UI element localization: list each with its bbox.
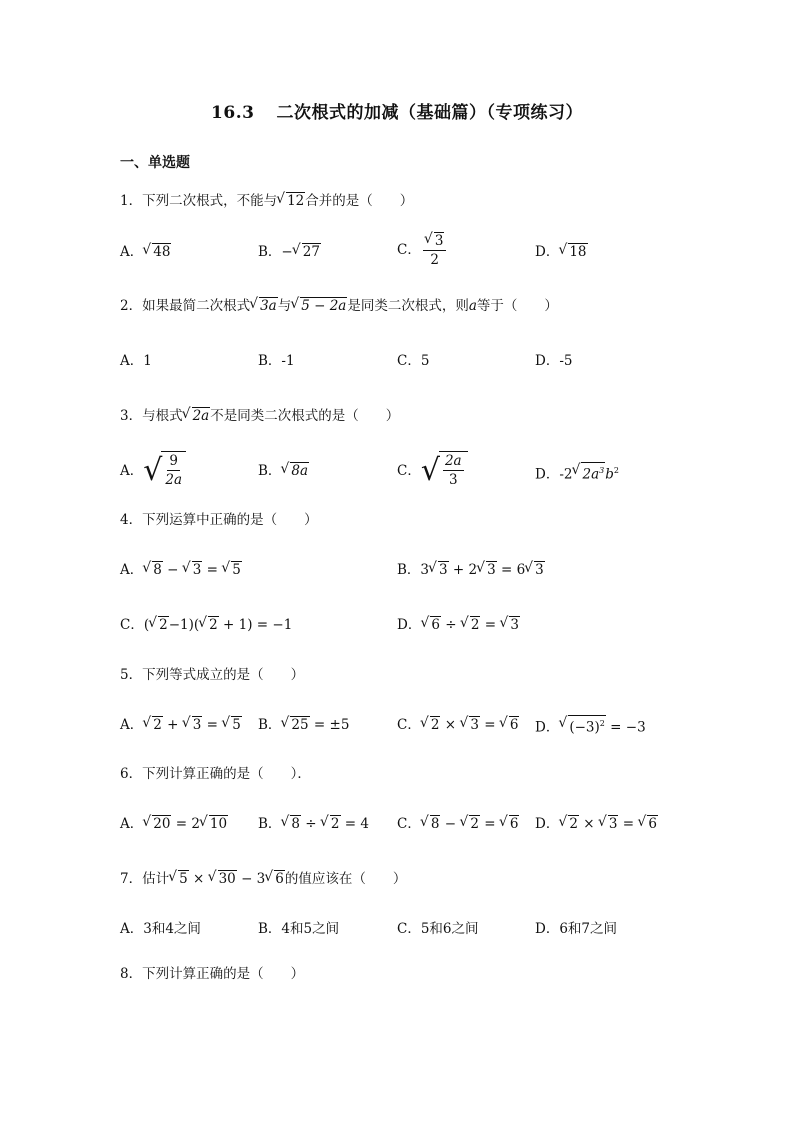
q1-option-a (120, 242, 171, 262)
q7-option-c (397, 919, 479, 939)
option-value: 5和6之间 (420, 921, 479, 937)
q6-option-d: D．√ 2 × √ 3 = √ 6 (535, 814, 658, 834)
option-label: B． (397, 562, 421, 578)
radicand: 3 (434, 233, 444, 249)
option-label: A． (120, 717, 144, 733)
numerator: 9 (169, 453, 178, 469)
radicand: 3a (260, 298, 277, 314)
radicand: 5 − 2a (301, 298, 347, 314)
radical (144, 242, 171, 262)
denominator: 3 (448, 472, 458, 488)
q7-suffix: 的值应该在（ ） (284, 871, 407, 887)
q6-option-c: C．√ 8 − √ 2 = √ 6 (397, 814, 519, 834)
q2-suffix2: 等于（ ） (476, 298, 558, 314)
q3-suffix: 不是同类二次根式的是（ ） (210, 408, 400, 424)
option-value: -5 (559, 353, 573, 369)
q3-prefix: 3．与根式 (120, 408, 183, 424)
q1-suffix: 合并的是（ ） (305, 193, 414, 209)
radicand: 18 (569, 244, 587, 260)
q3-option-a (120, 451, 186, 491)
option-label: B． (258, 244, 282, 260)
q4-option-a: A．√ 8 − √ 3 = √ 5 (120, 560, 242, 580)
option-value: 5 (420, 353, 430, 369)
option-value: 4和5之间 (281, 921, 340, 937)
radicand: 48 (153, 244, 171, 260)
option-label: D． (535, 466, 560, 483)
question-2 (120, 296, 558, 316)
radical: √ $2a^3$ (573, 462, 605, 485)
q3-option-d: D．-2√ $2a^3b^2$ (535, 461, 619, 485)
radical: √ $\frac{9}{2a}$ (143, 451, 186, 491)
radicand: 2a (192, 408, 210, 424)
denominator: 2a (165, 472, 183, 488)
q2-option-b (258, 351, 295, 371)
option-label: D． (535, 816, 560, 832)
option-value: -1 (281, 353, 295, 369)
option-label: C． (397, 717, 421, 733)
option-label: B． (258, 463, 282, 479)
denominator: 2 (430, 252, 439, 268)
q7-prefix: 7．估计 (120, 871, 170, 887)
radical (292, 296, 347, 316)
q5-option-d: D．√ $(-3)^2 = -3$ (535, 715, 646, 738)
option-label: C． (397, 921, 421, 937)
option-label: D． (535, 921, 560, 937)
radical (294, 242, 321, 262)
q3-option-c (397, 451, 468, 491)
q3-option-b (258, 461, 309, 481)
q2-mid: 与 (277, 298, 292, 314)
option-value: 3和4之间 (143, 921, 201, 937)
q2-suffix: 是同类二次根式，则 (347, 298, 469, 314)
question-3 (120, 406, 399, 426)
radical (282, 461, 309, 481)
option-label: A． (120, 463, 144, 479)
option-value: 6和7之间 (559, 921, 618, 937)
question-5: 5．下列等式成立的是（ ） (120, 667, 305, 683)
option-label: C． (397, 242, 421, 258)
q1-option-b: B．−√ 27 (258, 242, 321, 262)
section-number: 16.3 (211, 103, 255, 123)
variable: a (468, 298, 477, 314)
radical (184, 406, 211, 426)
section-heading: 一、单选题 (120, 155, 190, 171)
option-label: C． (397, 816, 421, 832)
option-label: D． (535, 244, 560, 260)
q5-option-a: A．√ 2 + √ 3 = √ 5 (120, 715, 242, 735)
radical (251, 296, 278, 316)
q7-option-b (258, 919, 339, 939)
title-text: 二次根式的加减（基础篇）（专项练习） (276, 103, 583, 123)
option-label: C． (397, 463, 421, 479)
option-label: D． (535, 353, 560, 369)
q5-option-b: B．√ 25 = ±5 (258, 715, 349, 735)
numerator: 2a (444, 453, 462, 469)
option-label: C． (120, 617, 144, 633)
option-label: A． (120, 244, 144, 260)
radical (278, 191, 305, 211)
radicand: 8a (291, 463, 309, 479)
q2-option-c (397, 351, 429, 371)
option-label: D． (535, 719, 560, 736)
option-label: C． (397, 353, 421, 369)
radicand: 27 (302, 244, 320, 260)
q6-option-b: B．√ 8 ÷ √ 2 = 4 (258, 814, 369, 834)
q4-option-d: D．√ 6 ÷ √ 2 = √ 3 (397, 615, 520, 635)
coefficient: -2 (559, 466, 573, 483)
q5-option-c: C．√ 2 × √ 3 = √ 6 (397, 715, 519, 735)
q2-option-a (120, 351, 152, 371)
q6-option-a: A．√ 20 = 2√ 10 (120, 814, 228, 834)
question-6: 6．下列计算正确的是（ ）． (120, 766, 311, 782)
radicand: 12 (287, 193, 305, 209)
page-title (0, 98, 794, 123)
question-8: 8．下列计算正确的是（ ） (120, 966, 305, 982)
question-1 (120, 191, 413, 211)
option-value: 1 (143, 353, 152, 369)
option-label: A． (120, 816, 144, 832)
option-label: B． (258, 717, 282, 733)
q7-option-a (120, 919, 201, 939)
option-label: D． (397, 617, 422, 633)
q7-option-d (535, 919, 617, 939)
option-label: B． (258, 353, 282, 369)
radical (560, 242, 587, 262)
option-label: A． (120, 353, 144, 369)
fraction (423, 232, 447, 269)
radical: √ $\frac{2a}{3}$ (421, 451, 468, 491)
question-7: 7．估计√ 5 × √ 30 − 3√ 6的值应该在（ ） (120, 869, 406, 889)
option-label: A． (120, 921, 144, 937)
q1-option-d (535, 242, 588, 262)
q2-option-d (535, 351, 572, 371)
q1-prefix: 1．下列二次根式，不能与 (120, 193, 278, 209)
question-4: 4．下列运算中正确的是（ ） (120, 512, 318, 528)
radical (426, 232, 445, 250)
option-label: B． (258, 921, 282, 937)
q4-option-c: C．(√ 2−1)(√ 2 + 1) = −1 (120, 615, 292, 635)
q1-option-c (397, 232, 448, 269)
option-label: B． (258, 816, 282, 832)
q4-option-b: B．3√ 3 + 2√ 3 = 6√ 3 (397, 560, 545, 580)
option-label: A． (120, 562, 144, 578)
q2-prefix: 2．如果最简二次根式 (120, 298, 251, 314)
